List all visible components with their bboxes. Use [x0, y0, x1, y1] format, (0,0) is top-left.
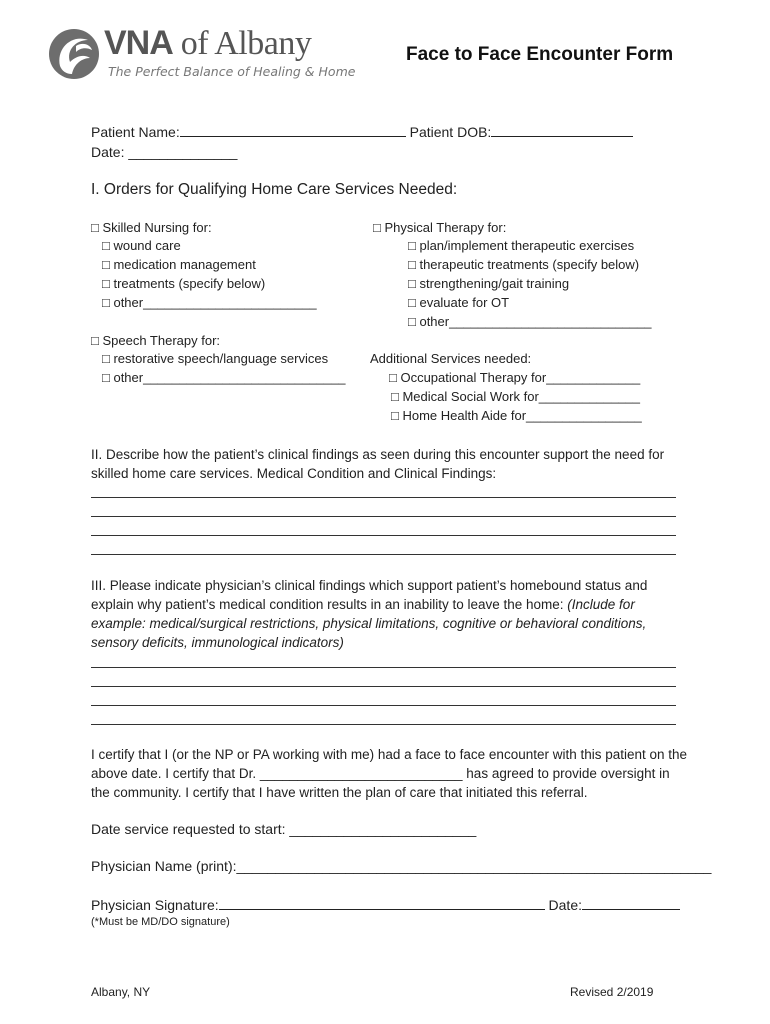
sn-treatments-checkbox[interactable]: □ treatments (specify below) [102, 276, 266, 291]
patient-name-row [91, 124, 633, 140]
signature-date-field[interactable] [582, 909, 680, 910]
pt-other-checkbox[interactable]: □ other____________________________ [408, 314, 652, 329]
section-3-line-1[interactable] [91, 667, 676, 668]
section-2-line-2[interactable] [91, 516, 676, 517]
pt-exercises-checkbox[interactable]: □ plan/implement therapeutic exercises [408, 238, 635, 253]
date-label[interactable]: Date: ______________ [91, 144, 238, 160]
logo-tagline: The Perfect Balance of Healing & Home [108, 64, 356, 79]
home-health-aide-checkbox[interactable]: □ Home Health Aide for________________ [391, 408, 642, 423]
signature-date-label: Date: [548, 897, 582, 913]
st-restorative-checkbox[interactable]: □ restorative speech/language services [102, 351, 329, 366]
st-other-checkbox[interactable]: □ other____________________________ [102, 370, 346, 385]
pt-evaluate-ot-checkbox[interactable]: □ evaluate for OT [408, 295, 510, 310]
vna-logo-icon [46, 26, 102, 82]
sn-wound-care-checkbox[interactable]: □ wound care [102, 238, 181, 253]
signature-row [91, 897, 680, 913]
section-2-line-4[interactable] [91, 554, 676, 555]
social-work-checkbox[interactable]: □ Medical Social Work for______________ [391, 389, 640, 404]
section-3-text: III. Please indicate physician’s clinical findings which support patient’s homebound status and explain why patient’s medical condition results in an inability to leave the home: (Include for example: medical/surgical restrictions, physical limitations, cognitive or behavioral conditions, sensory deficits, immunological indicators) [91, 578, 648, 650]
form-title: Face to Face Encounter Form [406, 44, 674, 65]
patient-dob-field[interactable] [491, 136, 633, 137]
section-3-line-3[interactable] [91, 705, 676, 706]
speech-therapy-checkbox[interactable]: □ Speech Therapy for: [91, 333, 221, 348]
section-2-line-3[interactable] [91, 535, 676, 536]
pt-treatments-checkbox[interactable]: □ therapeutic treatments (specify below) [408, 257, 640, 272]
section-3-line-4[interactable] [91, 724, 676, 725]
occupational-therapy-checkbox[interactable]: □ Occupational Therapy for_____________ [389, 370, 641, 385]
physician-name-field[interactable]: Physician Name (print):_____________________________________________________________ [91, 858, 712, 874]
pt-gait-checkbox[interactable]: □ strengthening/gait training [408, 276, 570, 291]
footer-location: Albany, NY [91, 985, 151, 999]
section-2-text: II. Describe how the patient’s clinical findings as seen during this encounter support the need for skilled home care services. Medical Condition and Clinical Findings: [91, 447, 665, 481]
patient-name-field[interactable] [180, 136, 406, 137]
date-service-field[interactable]: Date service requested to start: ________________________ [91, 821, 477, 837]
patient-dob-label: Patient DOB: [409, 124, 492, 140]
sn-medication-checkbox[interactable]: □ medication management [102, 257, 256, 272]
certification-text: I certify that I (or the NP or PA working with me) had a face to face encounter with this patient on the above date. I certify that Dr. ___________________________ has agreed to provide oversight in the community. I certify that I have written the plan of care that initiated this referral. [91, 747, 688, 800]
signature-note: (*Must be MD/DO signature) [91, 916, 230, 928]
sn-other-checkbox[interactable]: □ other________________________ [102, 295, 317, 310]
footer-revision: Revised 2/2019 [570, 985, 654, 999]
logo-wordmark: VNA of Albany [104, 24, 312, 62]
additional-services-label: Additional Services needed: [370, 351, 532, 366]
skilled-nursing-checkbox[interactable]: □ Skilled Nursing for: [91, 220, 212, 235]
patient-name-label: Patient Name: [91, 124, 180, 140]
section-3-examples: (Include for example: medical/surgical restrictions, physical limitations, cognitive or behavioral conditions, sensory deficits, immunological indicators) [91, 597, 647, 650]
section-2-line-1[interactable] [91, 497, 676, 498]
section-3-line-2[interactable] [91, 686, 676, 687]
physical-therapy-checkbox[interactable]: □ Physical Therapy for: [373, 220, 507, 235]
physician-signature-label: Physician Signature: [91, 897, 219, 913]
physician-signature-field[interactable] [219, 909, 545, 910]
section-1-title: I. Orders for Qualifying Home Care Services Needed: [91, 181, 458, 198]
